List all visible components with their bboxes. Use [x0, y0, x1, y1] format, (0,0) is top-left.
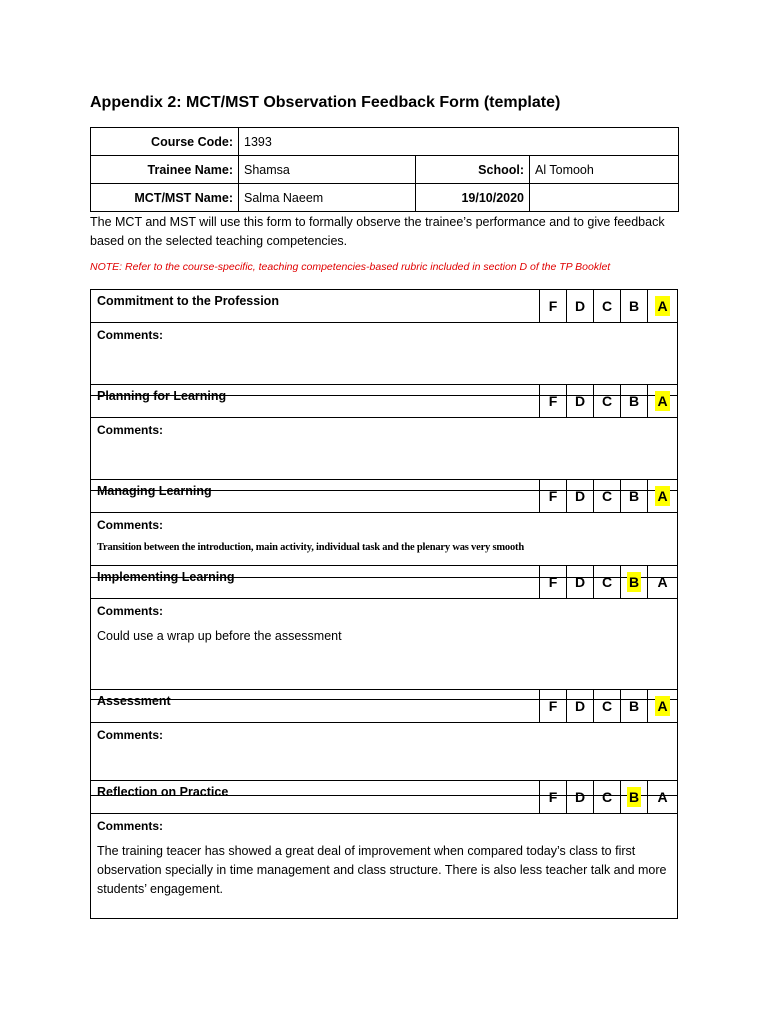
course-code-label: Course Code:: [91, 128, 239, 156]
section-reflection-on-practice: [90, 780, 678, 919]
comments-label: Comments:: [97, 819, 164, 833]
grade-cell-b[interactable]: [621, 480, 648, 512]
grade-label: B: [628, 789, 640, 805]
grade-label: F: [548, 574, 558, 590]
section-title: Reflection on Practice: [91, 781, 540, 813]
grade-cell-b[interactable]: [621, 385, 648, 417]
school-value: Al Tomooh: [530, 156, 679, 184]
form-title: Appendix 2: MCT/MST Observation Feedback Form (template): [90, 94, 561, 111]
grade-label: A: [657, 393, 668, 409]
section-title: Assessment: [91, 690, 540, 722]
section-managing-learning: [90, 479, 678, 578]
section-implementing-learning: [90, 565, 678, 700]
trainee-info-table: [90, 127, 679, 212]
section-header: [91, 566, 677, 599]
grade-label: B: [628, 488, 640, 504]
trainee-name-label: Trainee Name:: [91, 156, 239, 184]
comments-label: Comments:: [97, 423, 164, 437]
grade-label: A: [657, 789, 668, 805]
grade-cell-d[interactable]: [567, 290, 594, 322]
trainee-name-value: Shamsa: [239, 156, 416, 184]
grade-label: A: [657, 698, 668, 714]
rubric-note: NOTE: Refer to the course-specific, teaching competencies-based rubric included in section D of the TP Booklet: [90, 261, 611, 273]
grade-cell-c[interactable]: [594, 480, 621, 512]
grade-cell-d[interactable]: [567, 480, 594, 512]
comment-text: The training teacer has showed a great deal of improvement when compared today’s class to first observation specially in time management and class structure. There is also less teacher talk and more students’ engagement.: [97, 844, 667, 896]
mct-name-value: Salma Naeem: [239, 184, 416, 212]
grade-cell-f[interactable]: [540, 385, 567, 417]
grade-cell-c[interactable]: [594, 690, 621, 722]
section-title: Planning for Learning: [91, 385, 540, 417]
grade-label: C: [601, 574, 613, 590]
grade-cell-d[interactable]: [567, 781, 594, 813]
grade-cell-b[interactable]: [621, 290, 648, 322]
grade-label: A: [657, 574, 668, 590]
section-title: Implementing Learning: [91, 566, 540, 598]
section-header: [91, 290, 677, 323]
grade-label: C: [601, 789, 613, 805]
comments-area: [91, 599, 677, 699]
grade-label: C: [601, 393, 613, 409]
grade-label: F: [548, 789, 558, 805]
grade-cell-d[interactable]: [567, 385, 594, 417]
grade-cell-c[interactable]: [594, 566, 621, 598]
school-label: School:: [416, 156, 530, 184]
grade-label: D: [574, 789, 586, 805]
grade-label: B: [628, 698, 640, 714]
section-header: [91, 480, 677, 513]
grade-cell-b[interactable]: [621, 781, 648, 813]
grade-cell-f[interactable]: [540, 781, 567, 813]
section-planning-for-learning: [90, 384, 678, 491]
section-header: [91, 385, 677, 418]
grade-cell-a[interactable]: [648, 781, 677, 813]
section-title: Managing Learning: [91, 480, 540, 512]
grade-label: A: [657, 298, 668, 314]
grade-cell-b[interactable]: [621, 566, 648, 598]
grade-cell-a[interactable]: [648, 290, 677, 322]
comments-label: Comments:: [97, 728, 164, 742]
grade-cell-a[interactable]: [648, 690, 677, 722]
grade-label: F: [548, 698, 558, 714]
grade-cell-c[interactable]: [594, 385, 621, 417]
grade-label: C: [601, 698, 613, 714]
empty-cell: [530, 184, 679, 212]
grade-cell-c[interactable]: [594, 781, 621, 813]
grade-label: F: [548, 298, 558, 314]
comment-text: Transition between the introduction, main activity, individual task and the plenary was very smooth: [97, 542, 524, 553]
comments-label: Comments:: [97, 604, 164, 618]
course-code-value: 1393: [239, 128, 679, 156]
grade-cell-c[interactable]: [594, 290, 621, 322]
grade-label: D: [574, 574, 586, 590]
grade-cell-a[interactable]: [648, 566, 677, 598]
grade-label: D: [574, 488, 586, 504]
section-header: [91, 690, 677, 723]
comments-label: Comments:: [97, 328, 164, 342]
grade-cell-f[interactable]: [540, 566, 567, 598]
mct-name-label: MCT/MST Name:: [91, 184, 239, 212]
comment-text: Could use a wrap up before the assessment: [97, 629, 342, 643]
grade-label: D: [574, 298, 586, 314]
grade-label: B: [628, 298, 640, 314]
grade-label: F: [548, 488, 558, 504]
grade-label: D: [574, 698, 586, 714]
grade-cell-f[interactable]: [540, 690, 567, 722]
grade-cell-d[interactable]: [567, 566, 594, 598]
intro-text: The MCT and MST will use this form to formally observe the trainee’s performance and to give feedback based on the selected teaching competencies.: [90, 215, 665, 248]
grade-label: B: [628, 574, 640, 590]
grade-cell-f[interactable]: [540, 290, 567, 322]
grade-label: C: [601, 298, 613, 314]
grade-cell-a[interactable]: [648, 385, 677, 417]
grade-label: B: [628, 393, 640, 409]
observation-date: 19/10/2020: [416, 184, 530, 212]
section-commitment-to-the-profession: [90, 289, 678, 396]
grade-cell-d[interactable]: [567, 690, 594, 722]
grade-cell-a[interactable]: [648, 480, 677, 512]
section-header: [91, 781, 677, 814]
grade-label: C: [601, 488, 613, 504]
grade-cell-b[interactable]: [621, 690, 648, 722]
grade-label: A: [657, 488, 668, 504]
comments-label: Comments:: [97, 518, 164, 532]
section-title: Commitment to the Profession: [91, 290, 540, 322]
comments-area: [91, 814, 677, 918]
grade-cell-f[interactable]: [540, 480, 567, 512]
grade-label: F: [548, 393, 558, 409]
grade-label: D: [574, 393, 586, 409]
